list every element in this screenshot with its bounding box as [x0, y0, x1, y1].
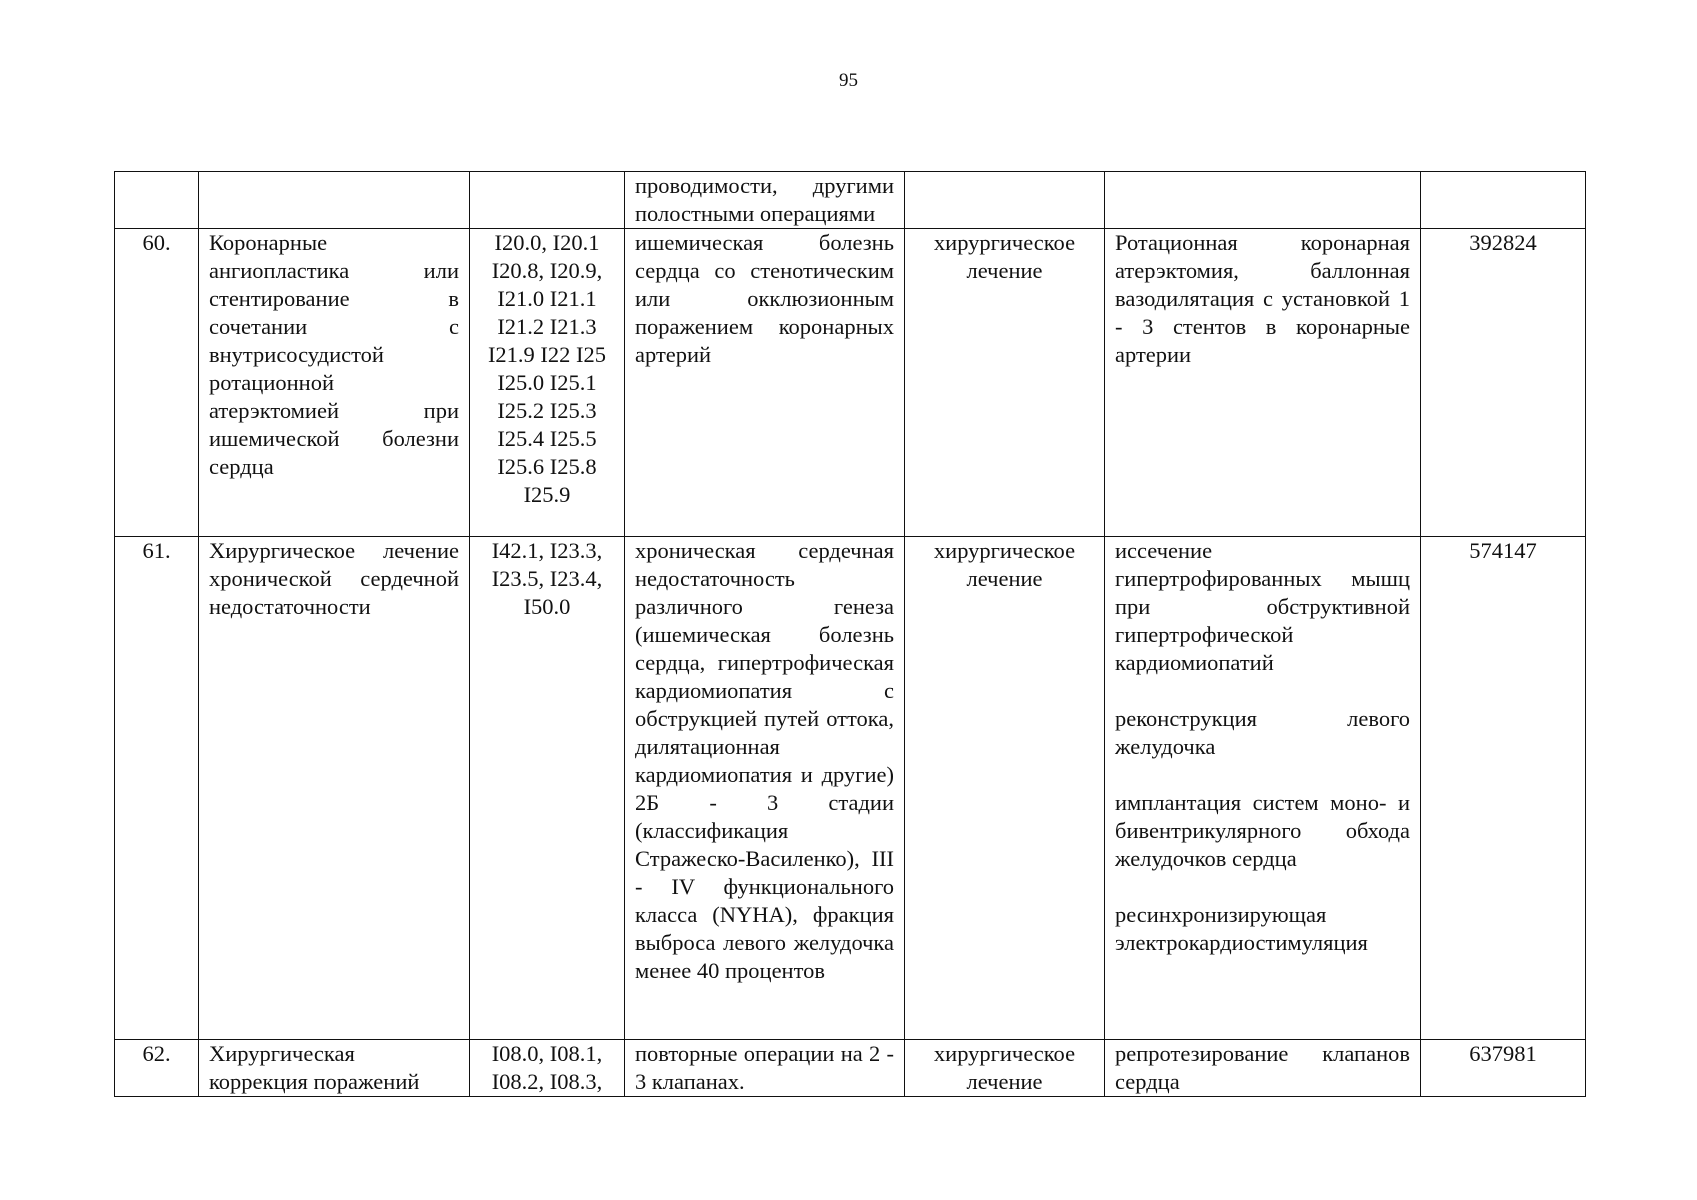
treatment-methods — [1105, 1040, 1421, 1097]
treatment-methods — [1105, 537, 1421, 1040]
treatment-method: имплантация систем моно- и бивентрикулярного обхода желудочков сердца — [1115, 790, 1410, 871]
medical-care-table — [114, 171, 1586, 1097]
care-type-name: Коронарные ангиопластика или стентирование в сочетании с внутрисосудистой ротационной атерэктомией при ишемической болезни сердца — [199, 229, 470, 537]
row-number: 61. — [115, 537, 199, 1040]
patient-model: ишемическая болезнь сердца со стенотическим или окклюзионным поражением коронарных артерий — [625, 229, 905, 537]
icd-codes: I08.0, I08.1, I08.2, I08.3, — [470, 1040, 625, 1097]
row-number: 60. — [115, 229, 199, 537]
care-type-name — [199, 172, 470, 229]
treatment-methods — [1105, 172, 1421, 229]
table-row — [115, 172, 1586, 229]
table-row — [115, 537, 1586, 1040]
treatment-type: хирургическое лечение — [905, 1040, 1105, 1097]
treatment-type: хирургическое лечение — [905, 229, 1105, 537]
row-number — [115, 172, 199, 229]
row-number: 62. — [115, 1040, 199, 1097]
table-row — [115, 1040, 1586, 1097]
table-row — [115, 229, 1586, 537]
care-type-name: Хирургическое лечение хронической сердечной недостаточности — [199, 537, 470, 1040]
treatment-method: репротезирование клапанов сердца — [1115, 1041, 1410, 1094]
icd-codes: I42.1, I23.3, I23.5, I23.4, I50.0 — [470, 537, 625, 1040]
icd-codes: I20.0, I20.1 I20.8, I20.9, I21.0 I21.1 I21.2 I21.3 I21.9 I22 I25 I25.0 I25.1 I25.2 I25.3 I25.4 I25.5 I25.6 I25.8 I25.9 — [470, 229, 625, 537]
standard-cost — [1421, 172, 1586, 229]
page-number: 95 — [839, 70, 858, 91]
patient-model: проводимости, другими полостными операциями — [625, 172, 905, 229]
icd-codes — [470, 172, 625, 229]
treatment-method: Ротационная коронарная атерэктомия, баллонная вазодилятация с установкой 1 - 3 стентов в коронарные артерии — [1115, 230, 1410, 367]
treatment-method: иссечение гипертрофированных мышц при обструктивной гипертрофической кардиомиопатий — [1115, 538, 1410, 675]
standard-cost: 574147 — [1421, 537, 1586, 1040]
treatment-method: ресинхронизирующая электрокардиостимуляция — [1115, 902, 1368, 955]
patient-model: повторные операции на 2 - 3 клапанах. — [625, 1040, 905, 1097]
treatment-type: хирургическое лечение — [905, 537, 1105, 1040]
care-type-name: Хирургическая коррекция поражений — [199, 1040, 470, 1097]
treatment-method: реконструкция левого желудочка — [1115, 706, 1410, 759]
treatment-type — [905, 172, 1105, 229]
treatment-methods — [1105, 229, 1421, 537]
patient-model: хроническая сердечная недостаточность различного генеза (ишемическая болезнь сердца, гипертрофическая кардиомиопатия с обструкцией путей оттока, дилятационная кардиомиопатия и другие) 2Б - 3 стадии (классификация Стражеско-Василенко), III - IV функционального класса (NYHA), фракция выброса левого желудочка менее 40 процентов — [625, 537, 905, 1040]
standard-cost: 637981 — [1421, 1040, 1586, 1097]
standard-cost: 392824 — [1421, 229, 1586, 537]
